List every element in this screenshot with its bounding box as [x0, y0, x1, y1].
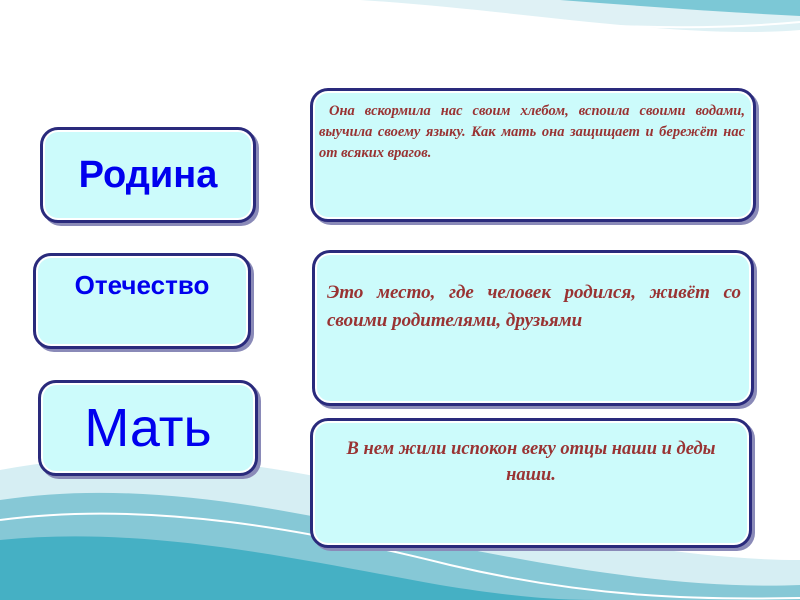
term-card-otechestvo[interactable] — [33, 253, 251, 349]
term-mat: Мать — [84, 398, 212, 458]
term-card-rodina[interactable] — [40, 127, 256, 223]
definition-text-1: Она вскормила нас своим хлебом, вспоила своими водами, выучила своему языку. Как мать она защищает и бережёт нас от всяких врагов. — [319, 103, 745, 161]
definition-card-1[interactable] — [310, 88, 756, 222]
definition-card-2[interactable] — [312, 250, 754, 406]
definition-card-3[interactable] — [310, 418, 752, 548]
definition-text-2: Это место, где человек родился, живёт со своими родителями, друзьями — [327, 282, 741, 331]
term-rodina: Родина — [78, 153, 218, 196]
term-otechestvo: Отечество — [74, 270, 210, 300]
term-card-mat[interactable] — [38, 380, 258, 476]
definition-text-3: В нем жили испокон веку отцы наши и деды наши. — [346, 439, 716, 485]
